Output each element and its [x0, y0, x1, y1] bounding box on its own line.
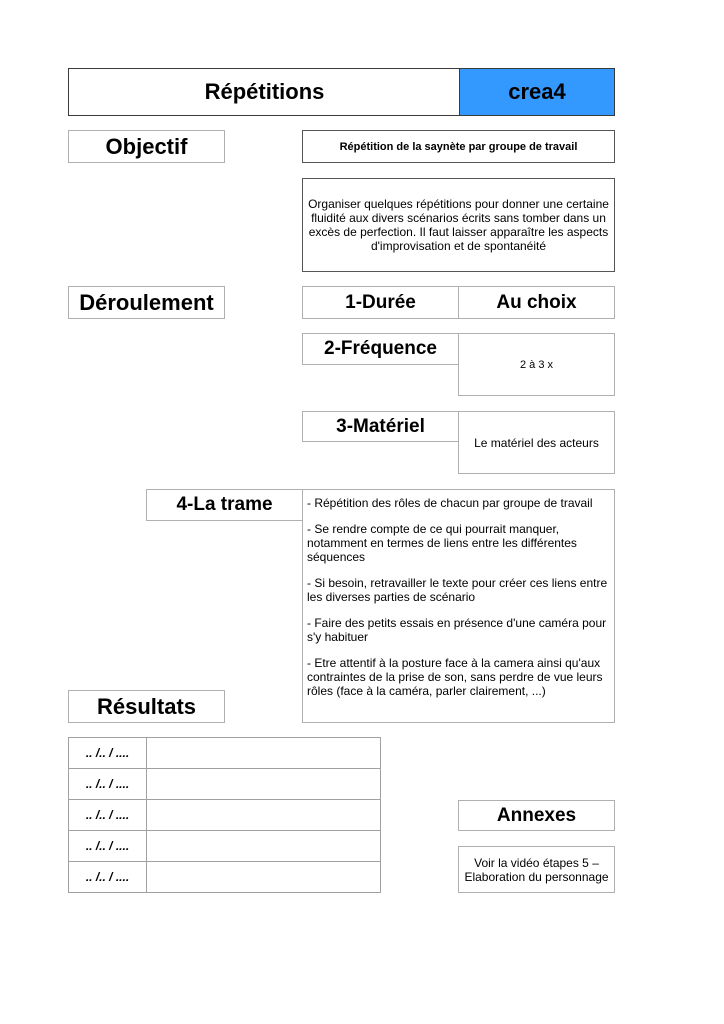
resultats-table — [68, 737, 381, 893]
trame-item: - Faire des petits essais en présence d'une caméra pour s'y habituer — [307, 616, 607, 644]
result-value[interactable] — [147, 800, 381, 831]
result-date: .. /.. / .... — [69, 769, 147, 800]
materiel-value: Le matériel des acteurs — [458, 411, 615, 474]
result-value[interactable] — [147, 738, 381, 769]
activity-code-badge: crea4 — [459, 68, 615, 116]
table-row — [69, 800, 381, 831]
result-date: .. /.. / .... — [69, 738, 147, 769]
trame-content — [302, 489, 615, 723]
objectif-summary: Répétition de la saynète par groupe de travail — [302, 130, 615, 163]
annexes-label: Annexes — [458, 800, 615, 831]
table-row — [69, 769, 381, 800]
result-value[interactable] — [147, 831, 381, 862]
result-value[interactable] — [147, 769, 381, 800]
frequence-value: 2 à 3 x — [458, 333, 615, 396]
result-date: .. /.. / .... — [69, 862, 147, 893]
duree-label: 1-Durée — [302, 286, 459, 319]
objectif-description: Organiser quelques répétitions pour donner une certaine fluidité aux divers scénarios écrits sans tomber dans un excès de perfection. Il faut laisser apparaître les aspects d'improvisation et de spontanéité — [302, 178, 615, 272]
table-row — [69, 831, 381, 862]
table-row — [69, 738, 381, 769]
objectif-label: Objectif — [68, 130, 225, 163]
materiel-label: 3-Matériel — [302, 411, 459, 442]
trame-item: - Se rendre compte de ce qui pourrait manquer, notamment en termes de liens entre les différentes séquences — [307, 522, 577, 564]
result-date: .. /.. / .... — [69, 831, 147, 862]
result-value[interactable] — [147, 862, 381, 893]
trame-item: - Répétition des rôles de chacun par groupe de travail — [307, 496, 593, 510]
frequence-label: 2-Fréquence — [302, 333, 459, 365]
annexes-content: Voir la vidéo étapes 5 – Elaboration du personnage — [458, 846, 615, 893]
deroulement-label: Déroulement — [68, 286, 225, 319]
result-date: .. /.. / .... — [69, 800, 147, 831]
trame-item: - Etre attentif à la posture face à la camera ainsi qu'aux contraintes de la prise de son, sans perdre de vue leurs rôles (face à la caméra, parler clairement, ...) — [307, 656, 603, 698]
trame-label: 4-La trame — [146, 489, 303, 521]
duree-value: Au choix — [458, 286, 615, 319]
page-title: Répétitions — [68, 68, 460, 116]
resultats-label: Résultats — [68, 690, 225, 723]
table-row — [69, 862, 381, 893]
trame-item: - Si besoin, retravailler le texte pour créer ces liens entre les diverses parties de scénario — [307, 576, 608, 604]
